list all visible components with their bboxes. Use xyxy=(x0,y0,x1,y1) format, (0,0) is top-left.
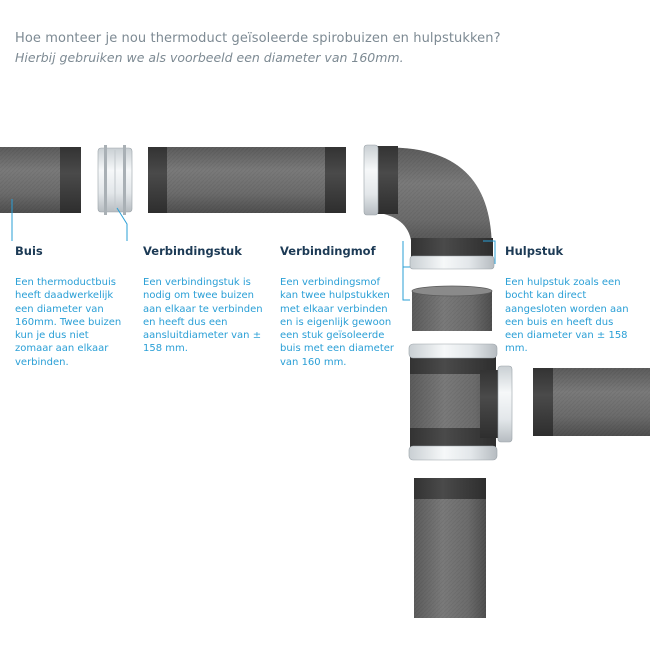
label-hulpstuk-heading: Hulpstuk xyxy=(505,244,564,258)
leader-verbindingmof xyxy=(403,241,410,267)
label-verbindingstuk-heading: Verbindingstuk xyxy=(143,244,242,258)
t-piece xyxy=(409,344,512,460)
verbindingmof-sleeve xyxy=(412,286,492,331)
middle-pipe xyxy=(148,147,346,213)
page-title: Hoe monteer je nou thermoduct geïsoleerde spirobuizen en hulpstukken? xyxy=(15,31,501,46)
verbindingstuk-connector xyxy=(98,145,132,215)
label-buis-heading: Buis xyxy=(15,244,43,258)
label-verbindingmof-heading: Verbindingmof xyxy=(280,244,376,258)
hulpstuk-bend xyxy=(364,145,494,269)
label-hulpstuk-text: Een hulpstuk zoals een bocht kan direct aangesloten worden aan een buis en heeft dus een diameter van ± 158 mm. xyxy=(505,277,629,355)
right-pipe xyxy=(533,368,650,436)
label-verbindingmof-text: Een verbindingsmof kan twee hulpstukken met elkaar verbinden en is eigenlijk gewoon een stuk geïsoleerde buis met een diameter van 160 mm. xyxy=(280,277,394,368)
leader-verbindingmof-sleeve xyxy=(403,267,410,300)
label-buis-text: Een thermoductbuis heeft daadwerkelijk een diameter van 160mm. Twee buizen kun je dus niet zomaar aan elkaar verbinden. xyxy=(15,277,122,368)
label-verbindingstuk-text: Een verbindingstuk is nodig om twee buizen aan elkaar te verbinden en heeft dus een aansluitdiameter van ± 158 mm. xyxy=(143,277,263,355)
page-subtitle: Hierbij gebruiken we als voorbeeld een diameter van 160mm. xyxy=(15,50,404,65)
bottom-pipe xyxy=(414,478,486,618)
